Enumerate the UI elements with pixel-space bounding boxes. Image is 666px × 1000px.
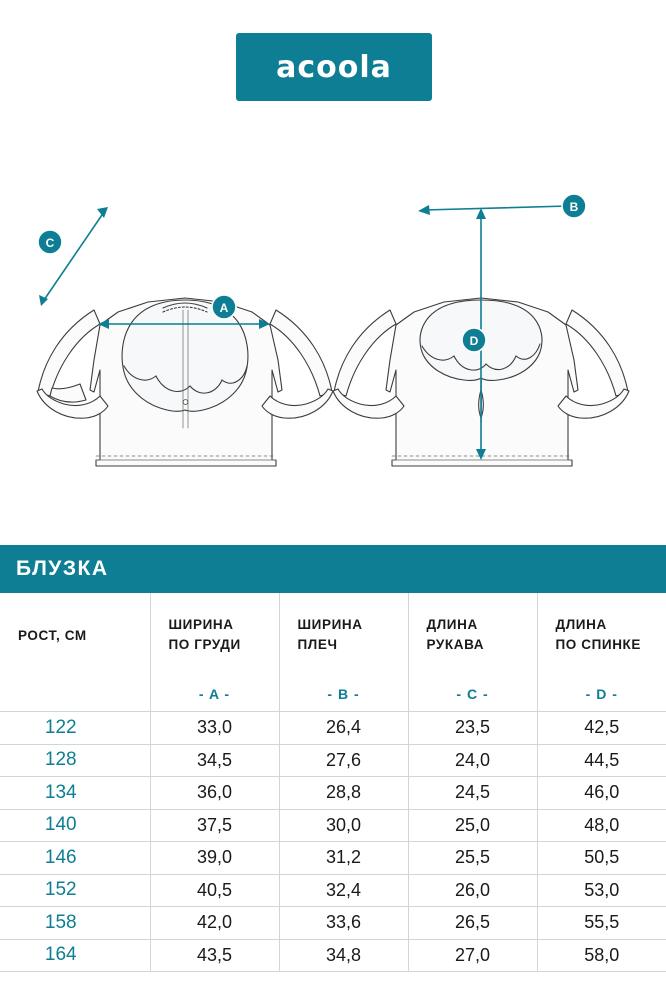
row-shoulder-width: 34,8	[279, 939, 408, 972]
row-size: 122	[0, 712, 150, 745]
size-table	[0, 593, 666, 972]
table-row	[0, 939, 666, 972]
row-sleeve-length: 25,0	[408, 809, 537, 842]
row-sleeve-length: 26,0	[408, 874, 537, 907]
row-size: 152	[0, 874, 150, 907]
row-back-length: 50,5	[537, 842, 666, 875]
header-sleeve-length-line1: ДЛИНА	[426, 617, 478, 633]
row-shoulder-width: 28,8	[279, 777, 408, 810]
svg-text:D: D	[469, 334, 479, 348]
brand-logo	[236, 33, 432, 101]
table-header-row	[0, 593, 666, 677]
garment-illustration	[0, 160, 666, 530]
table-row	[0, 712, 666, 745]
header-chest-width-line2: ПО ГРУДИ	[168, 637, 241, 652]
row-back-length: 55,5	[537, 907, 666, 940]
section-title-bar	[0, 545, 666, 593]
marker-badge-c	[38, 230, 62, 254]
header-sleeve-length-line2: РУКАВА	[426, 637, 485, 652]
svg-text:A: A	[219, 301, 229, 315]
row-sleeve-length: 24,0	[408, 744, 537, 777]
header-chest-width-line1: ШИРИНА	[168, 617, 234, 633]
row-shoulder-width: 30,0	[279, 809, 408, 842]
row-size: 158	[0, 907, 150, 940]
row-size: 128	[0, 744, 150, 777]
row-sleeve-length: 23,5	[408, 712, 537, 745]
row-back-length: 42,5	[537, 712, 666, 745]
row-size: 140	[0, 809, 150, 842]
row-chest-width: 43,5	[150, 939, 279, 972]
table-row	[0, 809, 666, 842]
row-size: 134	[0, 777, 150, 810]
row-chest-width: 37,5	[150, 809, 279, 842]
header-back-length-line1: ДЛИНА	[555, 617, 607, 633]
row-back-length: 44,5	[537, 744, 666, 777]
row-sleeve-length: 25,5	[408, 842, 537, 875]
header-shoulder-width	[279, 593, 408, 677]
measurement-c	[39, 207, 108, 306]
header-shoulder-width-line2: ПЛЕЧ	[297, 637, 338, 652]
row-chest-width: 36,0	[150, 777, 279, 810]
svg-text:B: B	[569, 200, 579, 214]
marker-badge-d	[462, 328, 486, 352]
page-title: БЛУЗКА	[16, 557, 109, 580]
marker-badge-a	[212, 295, 236, 319]
header-height-label: РОСТ, СМ	[18, 627, 87, 643]
header-chest-width	[150, 593, 279, 677]
row-chest-width: 33,0	[150, 712, 279, 745]
table-letter-row	[0, 677, 666, 712]
row-chest-width: 42,0	[150, 907, 279, 940]
row-size: 146	[0, 842, 150, 875]
row-back-length: 58,0	[537, 939, 666, 972]
row-shoulder-width: 26,4	[279, 712, 408, 745]
row-chest-width: 34,5	[150, 744, 279, 777]
table-row	[0, 777, 666, 810]
marker-badge-b	[562, 194, 586, 218]
row-chest-width: 39,0	[150, 842, 279, 875]
row-back-length: 48,0	[537, 809, 666, 842]
row-back-length: 46,0	[537, 777, 666, 810]
header-shoulder-width-line1: ШИРИНА	[297, 617, 363, 633]
letter-empty	[0, 677, 150, 712]
header-back-length	[537, 593, 666, 677]
row-shoulder-width: 33,6	[279, 907, 408, 940]
row-shoulder-width: 31,2	[279, 842, 408, 875]
row-sleeve-length: 27,0	[408, 939, 537, 972]
row-sleeve-length: 24,5	[408, 777, 537, 810]
table-row	[0, 744, 666, 777]
row-shoulder-width: 27,6	[279, 744, 408, 777]
row-shoulder-width: 32,4	[279, 874, 408, 907]
row-back-length: 53,0	[537, 874, 666, 907]
table-row	[0, 874, 666, 907]
header-sleeve-length	[408, 593, 537, 677]
letter-a: - A -	[150, 677, 279, 712]
svg-text:C: C	[45, 236, 55, 250]
row-size: 164	[0, 939, 150, 972]
header-back-length-line2: ПО СПИНКЕ	[555, 637, 642, 652]
measurement-b	[418, 201, 574, 215]
letter-d: - D -	[537, 677, 666, 712]
table-row	[0, 842, 666, 875]
brand-logo-text: acoola	[276, 49, 392, 85]
row-chest-width: 40,5	[150, 874, 279, 907]
row-sleeve-length: 26,5	[408, 907, 537, 940]
header-height	[0, 593, 150, 677]
letter-b: - B -	[279, 677, 408, 712]
table-row	[0, 907, 666, 940]
letter-c: - C -	[408, 677, 537, 712]
